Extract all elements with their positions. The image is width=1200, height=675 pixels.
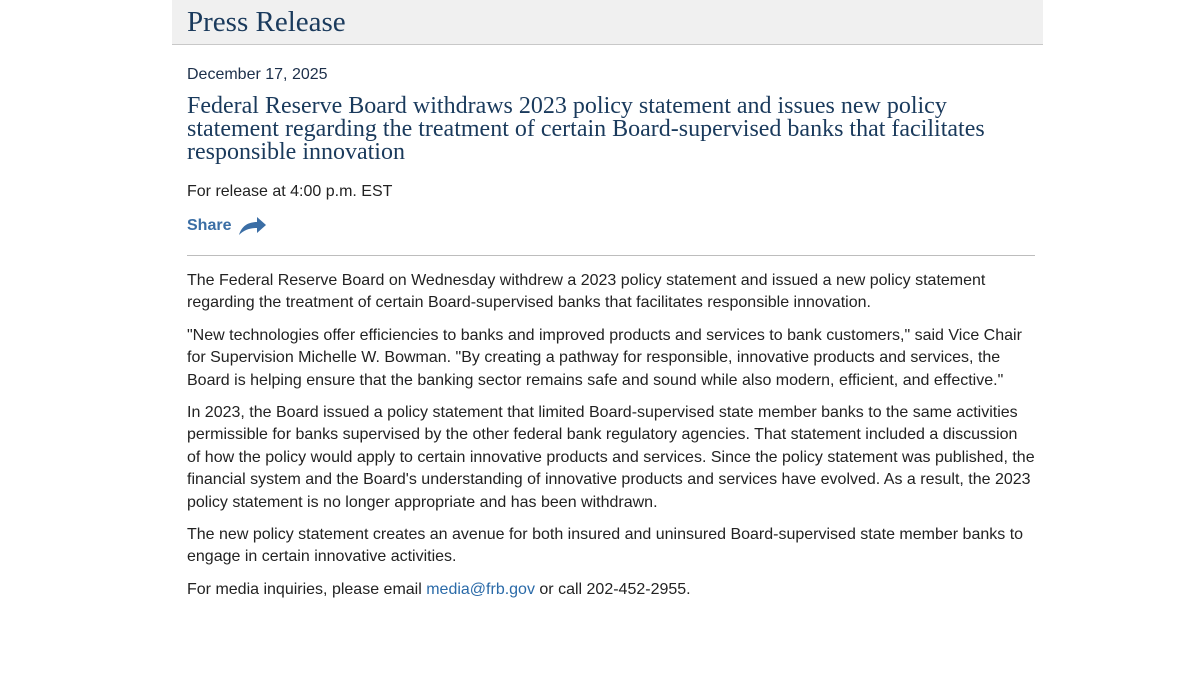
page-title: Press Release xyxy=(187,6,346,38)
divider xyxy=(187,255,1035,256)
header-band xyxy=(172,0,1043,45)
share-label: Share xyxy=(187,217,232,234)
body-paragraph: In 2023, the Board issued a policy statement that limited Board-supervised state member banks to the same activities permissible for banks supervised by the other federal bank regulatory agencies. That statement included a discussion of how the policy would apply to certain innovative products and services. Since the policy statement was published, the financial system and the Board's understanding of innovative products and services have evolved. As a result, the 2023 policy statement is no longer appropriate and has been withdrawn. xyxy=(187,404,1035,511)
body-paragraph: "New technologies offer efficiencies to banks and improved products and services to bank customers," said Vice Chair for Supervision Michelle W. Bowman. "By creating a pathway for responsible, innovative products and services, the Board is helping ensure that the banking sector remains safe and sound while also modern, efficient, and effective." xyxy=(187,326,1022,389)
media-contact-suffix: or call 202-452-2955. xyxy=(534,580,691,598)
media-contact-prefix: For media inquiries, please email xyxy=(187,580,427,598)
body-paragraph: The new policy statement creates an avenue for both insured and uninsured Board-supervised state member banks to engage in certain innovative activities. xyxy=(187,526,1024,566)
release-body xyxy=(187,270,1035,611)
body-paragraph: The Federal Reserve Board on Wednesday withdrew a 2023 policy statement and issued a new policy statement regarding the treatment of certain Board-supervised banks that facilitates responsible innovation. xyxy=(187,272,986,312)
release-time: For release at 4:00 p.m. EST xyxy=(187,183,393,200)
release-headline: Federal Reserve Board withdraws 2023 policy statement and issues new policy statement regarding the treatment of certain Board-supervised banks that facilitates responsible innovation xyxy=(187,93,985,165)
share-button[interactable] xyxy=(187,214,277,238)
release-meta xyxy=(187,64,1035,238)
release-date: December 17, 2025 xyxy=(187,66,328,83)
share-arrow-icon xyxy=(237,215,267,237)
media-contact xyxy=(187,579,1035,601)
media-email-link[interactable]: media@frb.gov xyxy=(426,580,535,598)
